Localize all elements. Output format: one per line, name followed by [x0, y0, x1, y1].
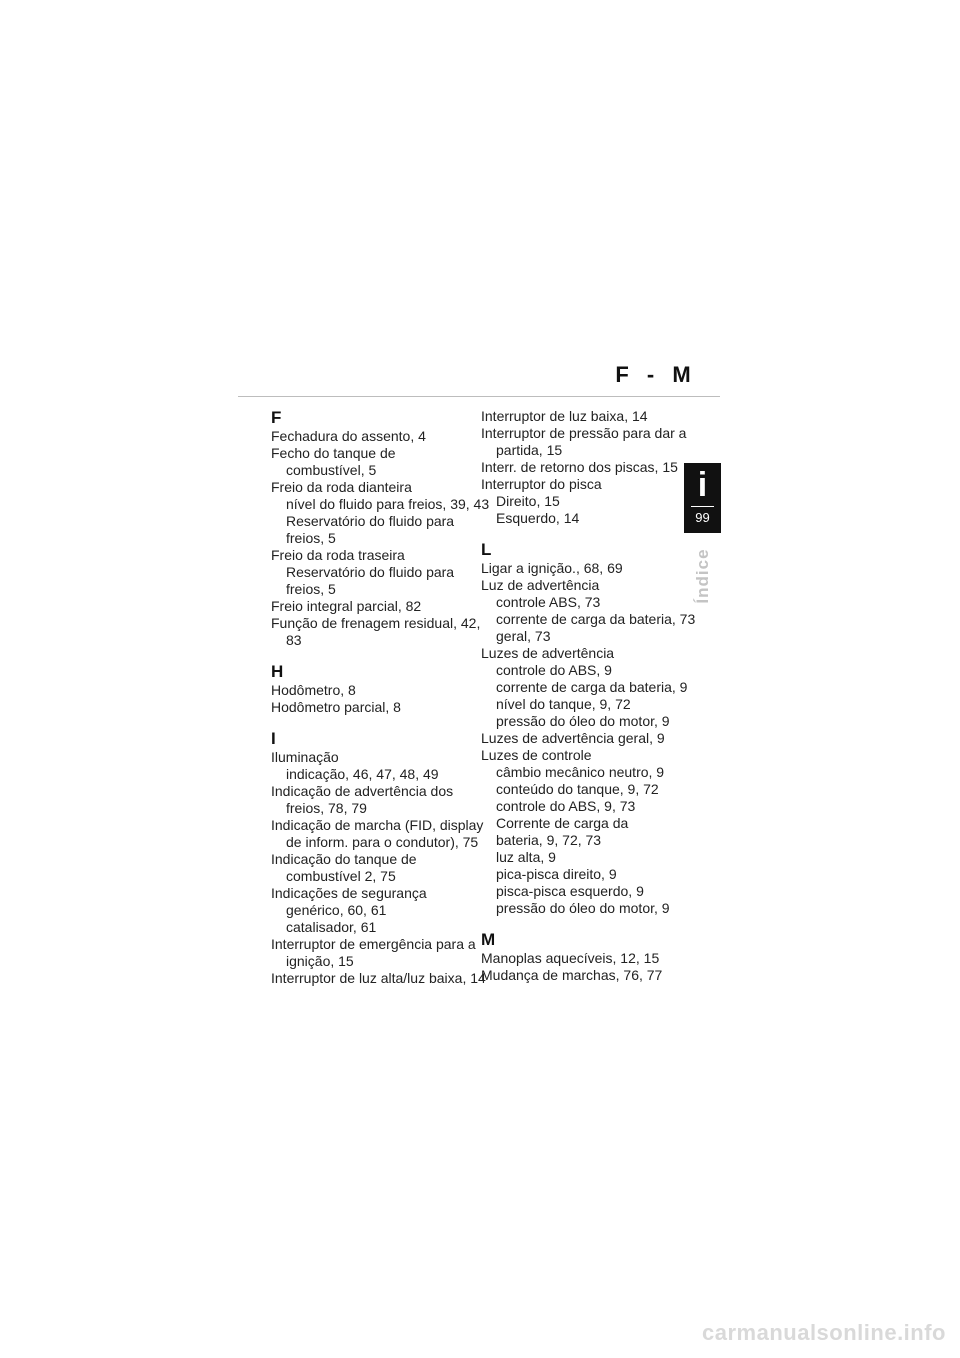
index-subentry-cont: freios, 5 [286, 581, 336, 597]
index-subentry: câmbio mecânico neutro, 9 [496, 764, 665, 780]
index-subentry: controle ABS, 73 [496, 594, 601, 610]
index-subentry: controle do ABS, 9 [496, 662, 612, 678]
index-entry: Função de frenagem residual, 42, [271, 615, 481, 631]
index-entry-cont: partida, 15 [496, 442, 563, 458]
index-subentry: pica-pisca direito, 9 [496, 866, 617, 882]
index-subentry-cont: freios, 5 [286, 530, 336, 546]
section-letter-m: M [481, 930, 496, 949]
index-entry-cont: 83 [286, 632, 302, 648]
index-entry: Hodômetro parcial, 8 [271, 699, 401, 715]
index-entry-cont: de inform. para o condutor), 75 [286, 834, 479, 850]
index-subentry: Corrente de carga da [496, 815, 629, 831]
index-entry: Luzes de advertência geral, 9 [481, 730, 665, 746]
index-entry: Interruptor de emergência para a [271, 936, 476, 952]
index-entry: Hodômetro, 8 [271, 682, 356, 698]
index-entry: Indicação de marcha (FID, display [271, 817, 484, 833]
index-subentry: catalisador, 61 [286, 919, 377, 935]
index-subentry: pressão do óleo do motor, 9 [496, 713, 670, 729]
index-column-right [481, 408, 696, 984]
index-subentry: controle do ABS, 9, 73 [496, 798, 636, 814]
index-entry: Freio da roda dianteira [271, 479, 412, 495]
index-entry: Fechadura do assento, 4 [271, 428, 426, 444]
index-entry: Indicações de segurança [271, 885, 427, 901]
index-entry: Interr. de retorno dos piscas, 15 [481, 459, 678, 475]
index-entry: Indicação do tanque de [271, 851, 417, 867]
index-entry: Ligar a ignição., 68, 69 [481, 560, 623, 576]
index-subentry: Esquerdo, 14 [496, 510, 580, 526]
index-entry-cont: freios, 78, 79 [286, 800, 367, 816]
index-subentry: corrente de carga da bateria, 73 [496, 611, 696, 627]
index-entry-cont: combustível, 5 [286, 462, 377, 478]
index-entry-cont: combustível 2, 75 [286, 868, 396, 884]
section-letter-h: H [271, 662, 284, 681]
index-entry: Luzes de advertência [481, 645, 615, 661]
index-subentry: genérico, 60, 61 [286, 902, 387, 918]
index-entry: Fecho do tanque de [271, 445, 396, 461]
index-subentry: conteúdo do tanque, 9, 72 [496, 781, 659, 797]
index-column-left [271, 408, 490, 987]
page-title: F - M [615, 362, 697, 387]
index-entry: Indicação de advertência dos [271, 783, 454, 799]
index-entry: Luzes de controle [481, 747, 592, 763]
section-side-label-text: Índice [692, 548, 712, 604]
index-entry: Freio da roda traseira [271, 547, 405, 563]
index-entry: Manoplas aquecíveis, 12, 15 [481, 950, 660, 966]
header-rule [238, 396, 720, 397]
index-subentry: Direito, 15 [496, 493, 560, 509]
index-subentry: nível do tanque, 9, 72 [496, 696, 631, 712]
index-subentry-cont: bateria, 9, 72, 73 [496, 832, 602, 848]
index-subentry: nível do fluido para freios, 39, 43 [286, 496, 490, 512]
index-entry: Iluminação [271, 749, 339, 765]
index-tab [684, 463, 721, 533]
index-subentry: luz alta, 9 [496, 849, 556, 865]
page-number: 99 [695, 510, 710, 525]
watermark: carmanualsonline.info [702, 1320, 946, 1345]
index-entry: Luz de advertência [481, 577, 600, 593]
index-subentry: Reservatório do fluido para [286, 513, 455, 529]
index-entry: Interruptor do pisca [481, 476, 602, 492]
section-side-label [684, 548, 721, 604]
index-entry: Freio integral parcial, 82 [271, 598, 422, 614]
tab-divider [691, 506, 714, 507]
index-entry: Mudança de marchas, 76, 77 [481, 967, 663, 983]
section-letter-i: I [271, 729, 276, 748]
info-i-icon: i [697, 466, 708, 504]
section-letter-f: F [271, 408, 282, 427]
index-entry: Interruptor de luz alta/luz baixa, 14 [271, 970, 486, 986]
index-subentry: Reservatório do fluido para [286, 564, 455, 580]
section-letter-l: L [481, 540, 492, 559]
index-subentry: pressão do óleo do motor, 9 [496, 900, 670, 916]
index-entry: Interruptor de luz baixa, 14 [481, 408, 648, 424]
index-subentry: corrente de carga da bateria, 9 [496, 679, 688, 695]
index-subentry: geral, 73 [496, 628, 551, 644]
index-subentry: indicação, 46, 47, 48, 49 [286, 766, 439, 782]
index-entry-cont: ignição, 15 [286, 953, 354, 969]
index-subentry: pisca-pisca esquerdo, 9 [496, 883, 644, 899]
index-entry: Interruptor de pressão para dar a [481, 425, 687, 441]
